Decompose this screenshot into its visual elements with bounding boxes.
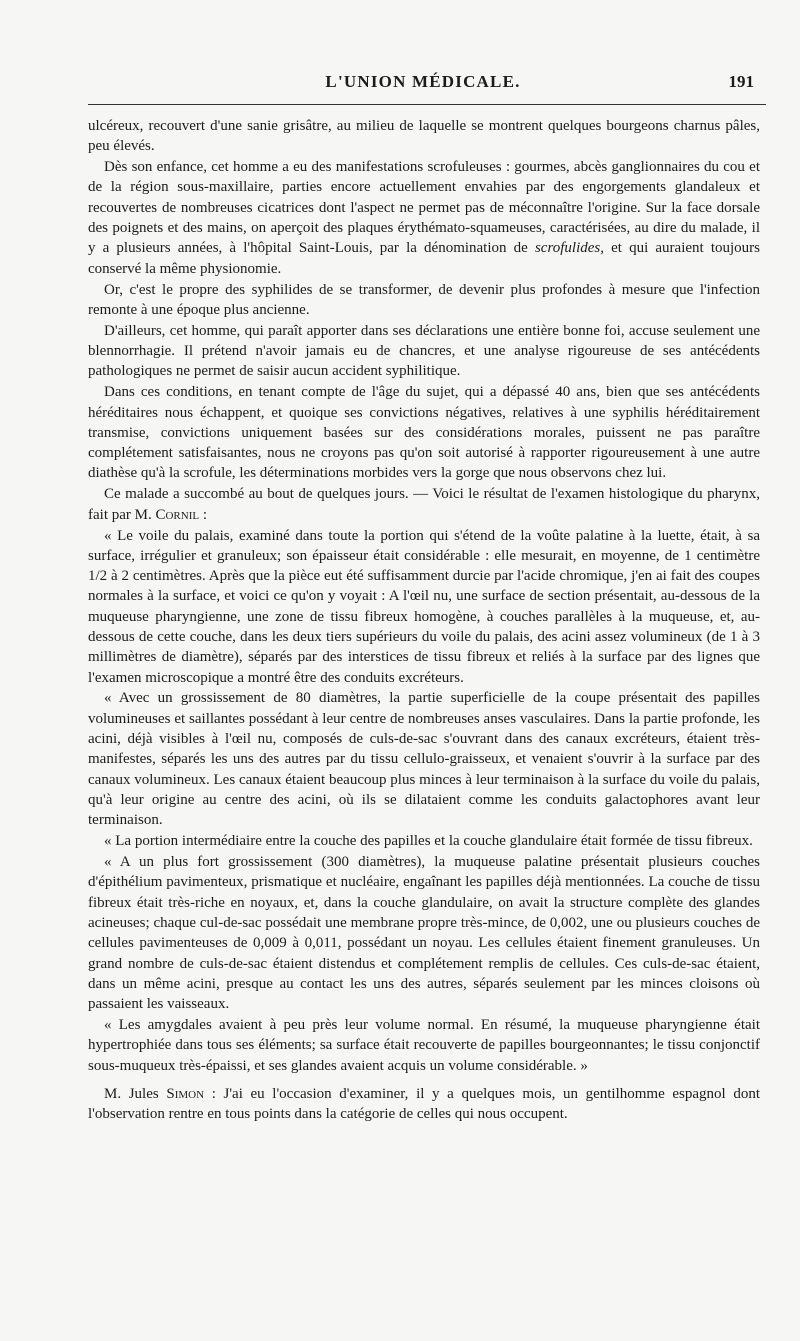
- paragraph-histology-intro: [88, 484, 760, 525]
- page-number: 191: [728, 72, 754, 91]
- paragraph-intermediate-portion: « La portion intermédiaire entre la couche des papilles et la couche glandulaire était formée de tissu fibreux.: [104, 833, 753, 850]
- paragraph-syphilides: Or, c'est le propre des syphilides de se transformer, de devenir plus profondes à mesure que l'infection remonte à une époque plus ancienne.: [88, 281, 760, 318]
- paragraph-text: Ce malade a succombé au bout de quelques jours. — Voici le résultat de l'examen histologique du pharynx, fait par M.: [88, 486, 760, 523]
- paragraph-text: :: [202, 506, 208, 523]
- speaker-prefix: M. Jules: [104, 1085, 159, 1102]
- paragraph-text: et qui auraient toujours conservé la même physionomie.: [88, 240, 761, 277]
- paragraph-magnification-300: « A un plus fort grossissement (300 diamètres), la muqueuse palatine présentait plusieurs couches d'épithélium pavimenteux, prismatique et nucléaire, engaînant les papilles déjà mentionnées. La couche de tissu fibreux était très-riche en noyaux, et, dans la couche glandulaire, on avait la structure complète des glandes acineuses; chaque cul-de-sac possédait une membrane propre très-mince, de 0,002, une ou plusieurs couches de cellules pavimenteuses de 0,009 à 0,011, possédant un noyau. Les cellules étaient finement granuleuses. Un grand nombre de culs-de-sac étaient distendus et complétement remplis de cellules. Ces culs-de-sac étaient, dans un même acini, presque au contact les uns des autres, séparés seulement par les minces cloisons où passaient les vaisseaux.: [88, 854, 760, 1013]
- paragraph-conditions: Dans ces conditions, en tenant compte de l'âge du sujet, qui a dépassé 40 ans, bien que ses antécédents héréditaires nous échappent, et quoique ses convictions négatives, relatives à une syphilis héréditairement transmise, convictions uniquement basées sur des considérations morales, puissent ne pas paraître complétement satisfaisantes, nous ne croyons pas qu'on soit autorisé à rapporter rigoureusement à une autre diathèse qu'à la scrofule, les déterminations morbides vers la gorge que nous observons chez lui.: [88, 384, 760, 482]
- italic-term: scrofulides,: [534, 240, 604, 257]
- page-header: [88, 72, 758, 98]
- paragraph-soft-palate: « Le voile du palais, examiné dans toute la portion qui s'étend de la voûte palatine à la luette, était, à sa surface, irrégulier et granuleux; son épaisseur était considérable : elle mesurait, en moyenne, de 1 centimètre 1/2 à 2 centimètres. Après que la pièce eut été suffisamment durcie par l'acide chromique, j'en ai fait des coupes normales à la surface, et voici ce qu'on y voyait : A l'œil nu, une surface de section présentait, au-dessous de la muqueuse pharyngienne, une zone de tissu fibreux homogène, à couches parallèles à la muqueuse, et, au-dessous de cette couche, dans les deux tiers supérieurs du voile du palais, des acini assez volumineux (de 1 à 3 millimètres de diamètre), séparés par des interstices de tissu fibreux et reliés à la surface par des lignes que l'examen microscopique a montré être des conduits excréteurs.: [88, 527, 760, 686]
- paragraph-text: Dès son enfance, cet homme a eu des manifestations scrofuleuses : gourmes, abcès ganglionnaires du cou et de la région sous-maxillaire, parties encore actuellement envahies par des engorgements glandaleux et recouvertes de nombreuses cicatrices dont l'aspect ne permet pas de méconnaître l'origine. Sur la face dorsale des poignets et des mains, on aperçoit des plaques érythémato-squameuses, caractérisées, au dire du malade, il y a plusieurs années, à l'hôpital Saint-Louis, par la dénomination de: [88, 159, 760, 257]
- paragraph-declarations: D'ailleurs, cet homme, qui paraît apporter dans ses déclarations une entière bonne foi, accuse seulement une blennorrhagie. Il prétend n'avoir jamais eu de chancres, et une analyse rigoureuse de ses antécédents pathologiques ne permet de saisir aucun accident syphilitique.: [88, 322, 760, 380]
- author-name: Cornil: [155, 506, 200, 523]
- running-title: L'UNION MÉDICALE.: [325, 72, 521, 91]
- paragraph-childhood-history: [88, 157, 760, 279]
- paragraph-text: : J'ai eu l'occasion d'examiner, il y a quelques mois, un gentilhomme espagnol dont l'observation rentre en tous points dans la catégorie de celles qui nous occupent.: [88, 1085, 761, 1123]
- article-body: [88, 116, 760, 1125]
- paragraph-tonsils: « Les amygdales avaient à peu près leur volume normal. En résumé, la muqueuse pharyngienne était hypertrophiée dans tous ses éléments; sa surface était recouverte de papilles bourgeonnantes; le tissu conjonctif sous-muqueux très-épaissi, et ses glandes avaient acquis un volume considérable. »: [88, 1017, 760, 1074]
- paragraph-continuation: ulcéreux, recouvert d'une sanie grisâtre, au milieu de laquelle se montrent quelques bourgeons charnus pâles, peu élevés.: [88, 118, 760, 155]
- header-rule: [88, 104, 766, 105]
- paragraph-jules-simon: [88, 1084, 760, 1125]
- paragraph-magnification-80: « Avec un grossissement de 80 diamètres, la partie superficielle de la coupe présentait des papilles volumineuses et saillantes possédant à leur centre de nombreuses anses vasculaires. Dans la partie profonde, les acini, déjà visibles à l'œil nu, composés de culs-de-sac s'ouvrant dans des canaux excréteurs, étaient très-manifestes, séparés les uns des autres par du tissu cellulo-graisseux, et venaient s'ouvrir à la surface par des canaux volumineux. Les canaux étaient beaucoup plus minces à leur terminaison à la surface du voile du palais, qu'à leur origine au centre des acini, où ils se dilataient comme les conduits galactophores avant leur terminaison.: [88, 690, 760, 829]
- speaker-name: Simon: [166, 1085, 205, 1102]
